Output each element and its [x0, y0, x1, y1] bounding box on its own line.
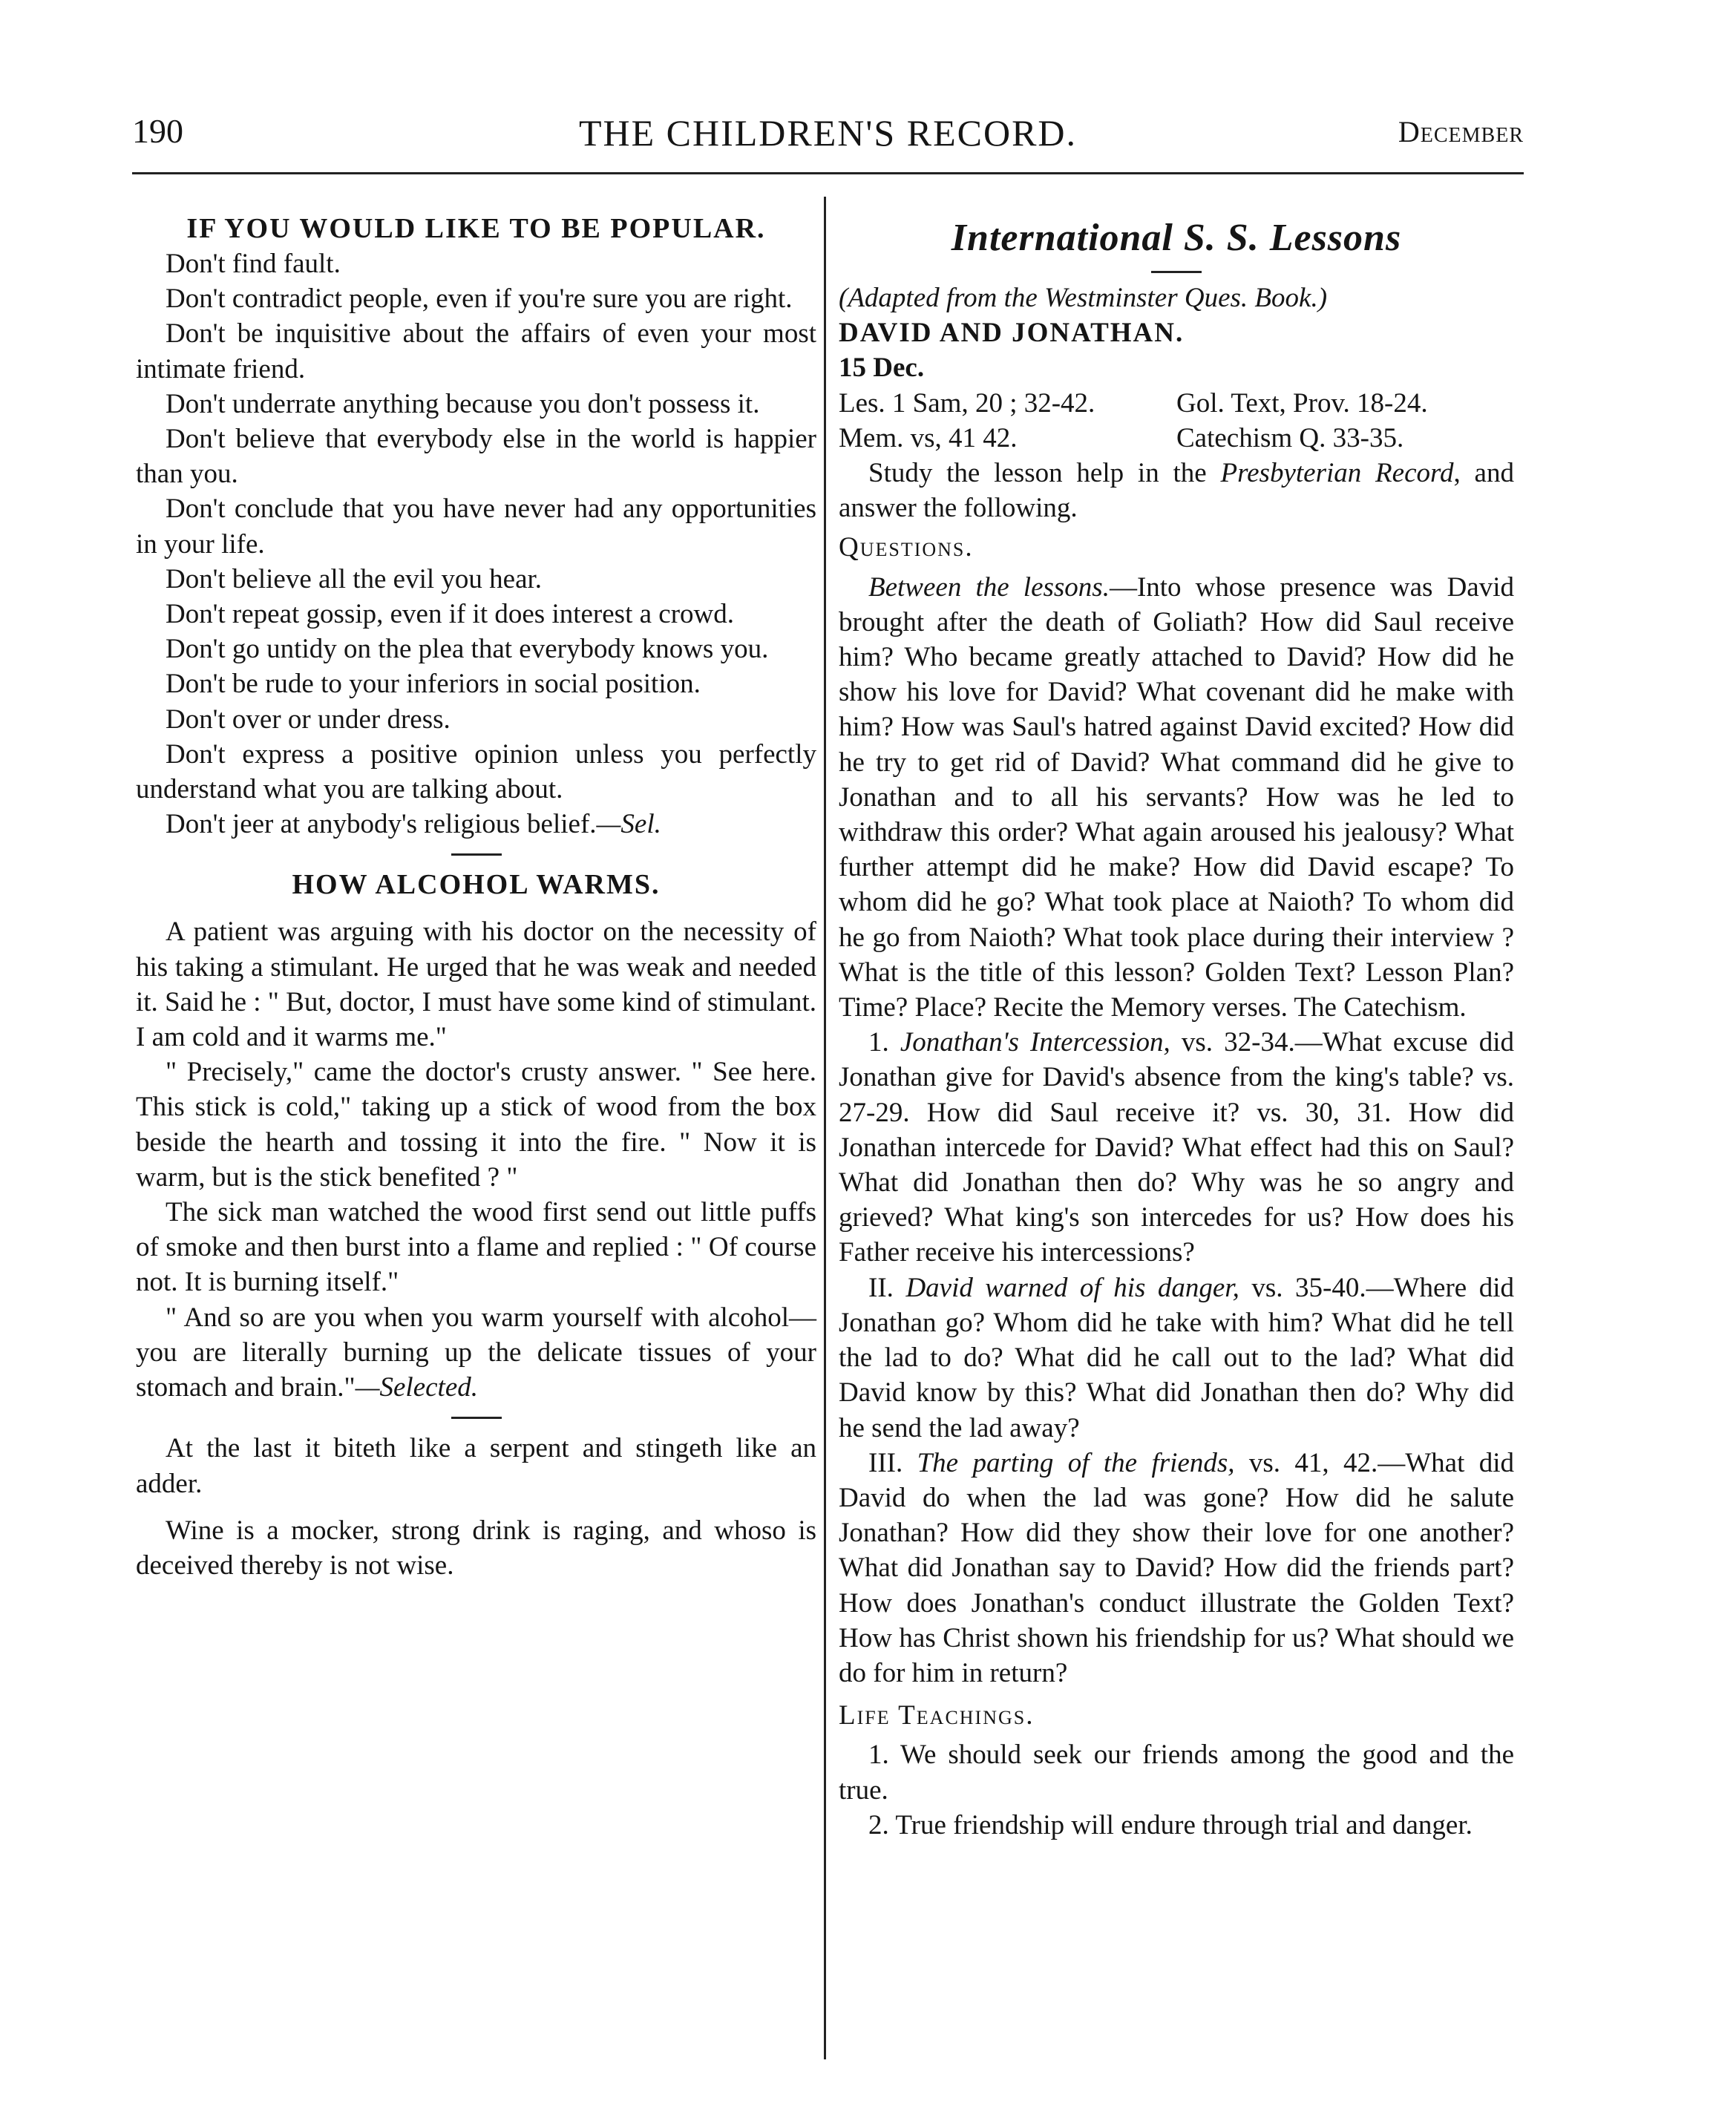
header-rule: [132, 172, 1524, 174]
between-label: Between the lessons.: [868, 571, 1110, 603]
section-three: III. The parting of the friends, vs. 41, 42.—What did David do when the lad was gone? How did he salute Jonathan? How did they show their love for one another? What did Jonathan say to David? How did the friends part? How does Jonathan's conduct illustrate the Golden Text? How has Christ shown his friendship for us? What should we do for him in return?: [839, 1447, 1514, 1688]
popular-item: Don't be inquisitive about the affairs of even your most intimate friend.: [136, 318, 816, 384]
lesson-references: [839, 386, 1514, 456]
lesson-title: DAVID AND JONATHAN.: [839, 318, 1185, 349]
between-lessons: Between the lessons.—Into whose presence was David brought after the death of Goliath? How did Saul receive him? Who became greatly attached to David? How did he show his love for David? What covenant did he make with him? How was Saul's hatred against David excited? How did he try to get rid of David? What command did he give to Jonathan and to all his servants? How was he led to withdraw this order? What again aroused his jealousy? What further attempt did he make? How did David escape? To whom did he go? What took place at Naioth? To whom did he go from Naioth? What took place during their interview ? What is the title of this lesson? Golden Text? Lesson Plan? Time? Place? Recite the Memory verses. The Catechism.: [839, 571, 1514, 1023]
alcohol-paragraph: A patient was arguing with his doctor on the necessity of his taking a stimulant. He urged that he was weak and needed it. Said he : " But, doctor, I must have some kind of stimulant. I am cold and it warms me.": [136, 917, 816, 1053]
column-divider: [824, 197, 826, 2059]
proverb: At the last it biteth like a serpent and stingeth like an adder.: [136, 1433, 816, 1499]
section-one: 1. Jonathan's Intercession, vs. 32-34.—What excuse did Jonathan give for David's absence from the king's table? vs. 27-29. How did Saul receive it? vs. 30, 31. How did Jonathan intercede for David? What effect had this on Saul? What did Jonathan then do? Why was he so angry and grieved? What king's son intercedes for us? How does his Father receive his intercessions?: [839, 1027, 1514, 1268]
popular-last-text: Don't jeer at anybody's religious belief.: [166, 809, 597, 840]
section-rule: [451, 853, 502, 856]
catechism-ref: Catechism Q. 33-35.: [1176, 422, 1404, 453]
month-label: December: [1398, 115, 1524, 148]
section-rule: [1151, 271, 1202, 273]
popular-item: Don't go untidy on the plea that everybody knows you.: [166, 634, 769, 665]
page-header: [132, 111, 1524, 163]
section-two: II. David warned of his danger, vs. 35-40.—Where did Jonathan go? Whom did he take with him? What did he tell the lad to do? What did he call out to the lad? What did David know by this? What did Jonathan then do? Why did he send the lad away?: [839, 1272, 1515, 1443]
popular-item: Don't find fault.: [166, 249, 341, 279]
section-one-title: Jonathan's Intercession,: [900, 1027, 1170, 1058]
presbyterian-record: Presbyterian Record: [1220, 458, 1454, 489]
popular-item: Don't believe all the evil you hear.: [166, 563, 543, 594]
adapted-note: (Adapted from the Westminster Ques. Book.): [839, 283, 1328, 313]
section-rule: [451, 1417, 502, 1419]
alcohol-last-text: " And so are you when you warm yourself with alcohol—you are literally burning up the delicate tissues of your stomach and brain.": [136, 1302, 816, 1403]
popular-item: Don't over or under dress.: [166, 704, 451, 735]
popular-item: Don't express a positive opinion unless you perfectly understand what you are talking about.: [136, 738, 816, 805]
alcohol-paragraph: " Precisely," came the doctor's crusty answer. " See here. This stick is cold," taking up a stick of wood from the box beside the hearth and tossing it into the fire. " Now it is warm, but is the stick benefited ? ": [136, 1057, 816, 1193]
proverb: Wine is a mocker, strong drink is raging, and whoso is deceived thereby is not wise.: [136, 1515, 816, 1581]
golden-text-ref: Gol. Text, Prov. 18-24.: [1176, 387, 1428, 419]
popular-item: Don't contradict people, even if you're sure you are right.: [166, 283, 793, 315]
popular-title: IF YOU WOULD LIKE TO BE POPULAR.: [186, 213, 766, 244]
alcohol-title: HOW ALCOHOL WARMS.: [292, 869, 661, 901]
life-teaching-item: 2. True friendship will endure through trial and danger.: [868, 1809, 1473, 1840]
popular-item: Don't believe that everybody else in the world is happier than you.: [136, 424, 816, 490]
section-two-title: David warned of his danger,: [905, 1272, 1239, 1303]
memory-verses-ref: Mem. vs, 41 42.: [839, 422, 1018, 453]
life-teachings-heading: Life Teachings.: [839, 1700, 1035, 1731]
popular-item: Don't conclude that you have never had any opportunities in your life.: [136, 494, 816, 560]
running-title: THE CHILDREN'S RECORD.: [578, 112, 1078, 154]
popular-source: —Sel.: [596, 809, 661, 840]
left-column: [136, 212, 816, 1583]
popular-item: Don't be rude to your inferiors in social position.: [166, 669, 701, 700]
lesson-passage: Les. 1 Sam, 20 ; 32-42.: [839, 387, 1095, 419]
page-number: 190: [132, 112, 183, 150]
popular-item: Don't underrate anything because you don't possess it.: [166, 388, 760, 419]
popular-item: Don't repeat gossip, even if it does interest a crowd.: [166, 599, 734, 630]
study-instruction: Study the lesson help in the Presbyterian Record, and answer the following.: [839, 458, 1514, 524]
life-teaching-item: 1. We should seek our friends among the good and the true.: [839, 1740, 1514, 1806]
lessons-heading: International S. S. Lessons: [951, 217, 1402, 259]
popular-item: [136, 807, 816, 842]
right-column: [839, 212, 1514, 1843]
alcohol-paragraph: The sick man watched the wood first send out little puffs of smoke and then burst into a flame and replied : " Of course not. It is burning itself.": [136, 1197, 816, 1298]
alcohol-source: —Selected.: [355, 1372, 479, 1403]
lesson-date: 15 Dec.: [839, 353, 925, 384]
alcohol-paragraph: [136, 1300, 816, 1406]
section-three-title: The parting of the friends,: [917, 1447, 1235, 1478]
questions-heading: Questions.: [839, 532, 974, 563]
